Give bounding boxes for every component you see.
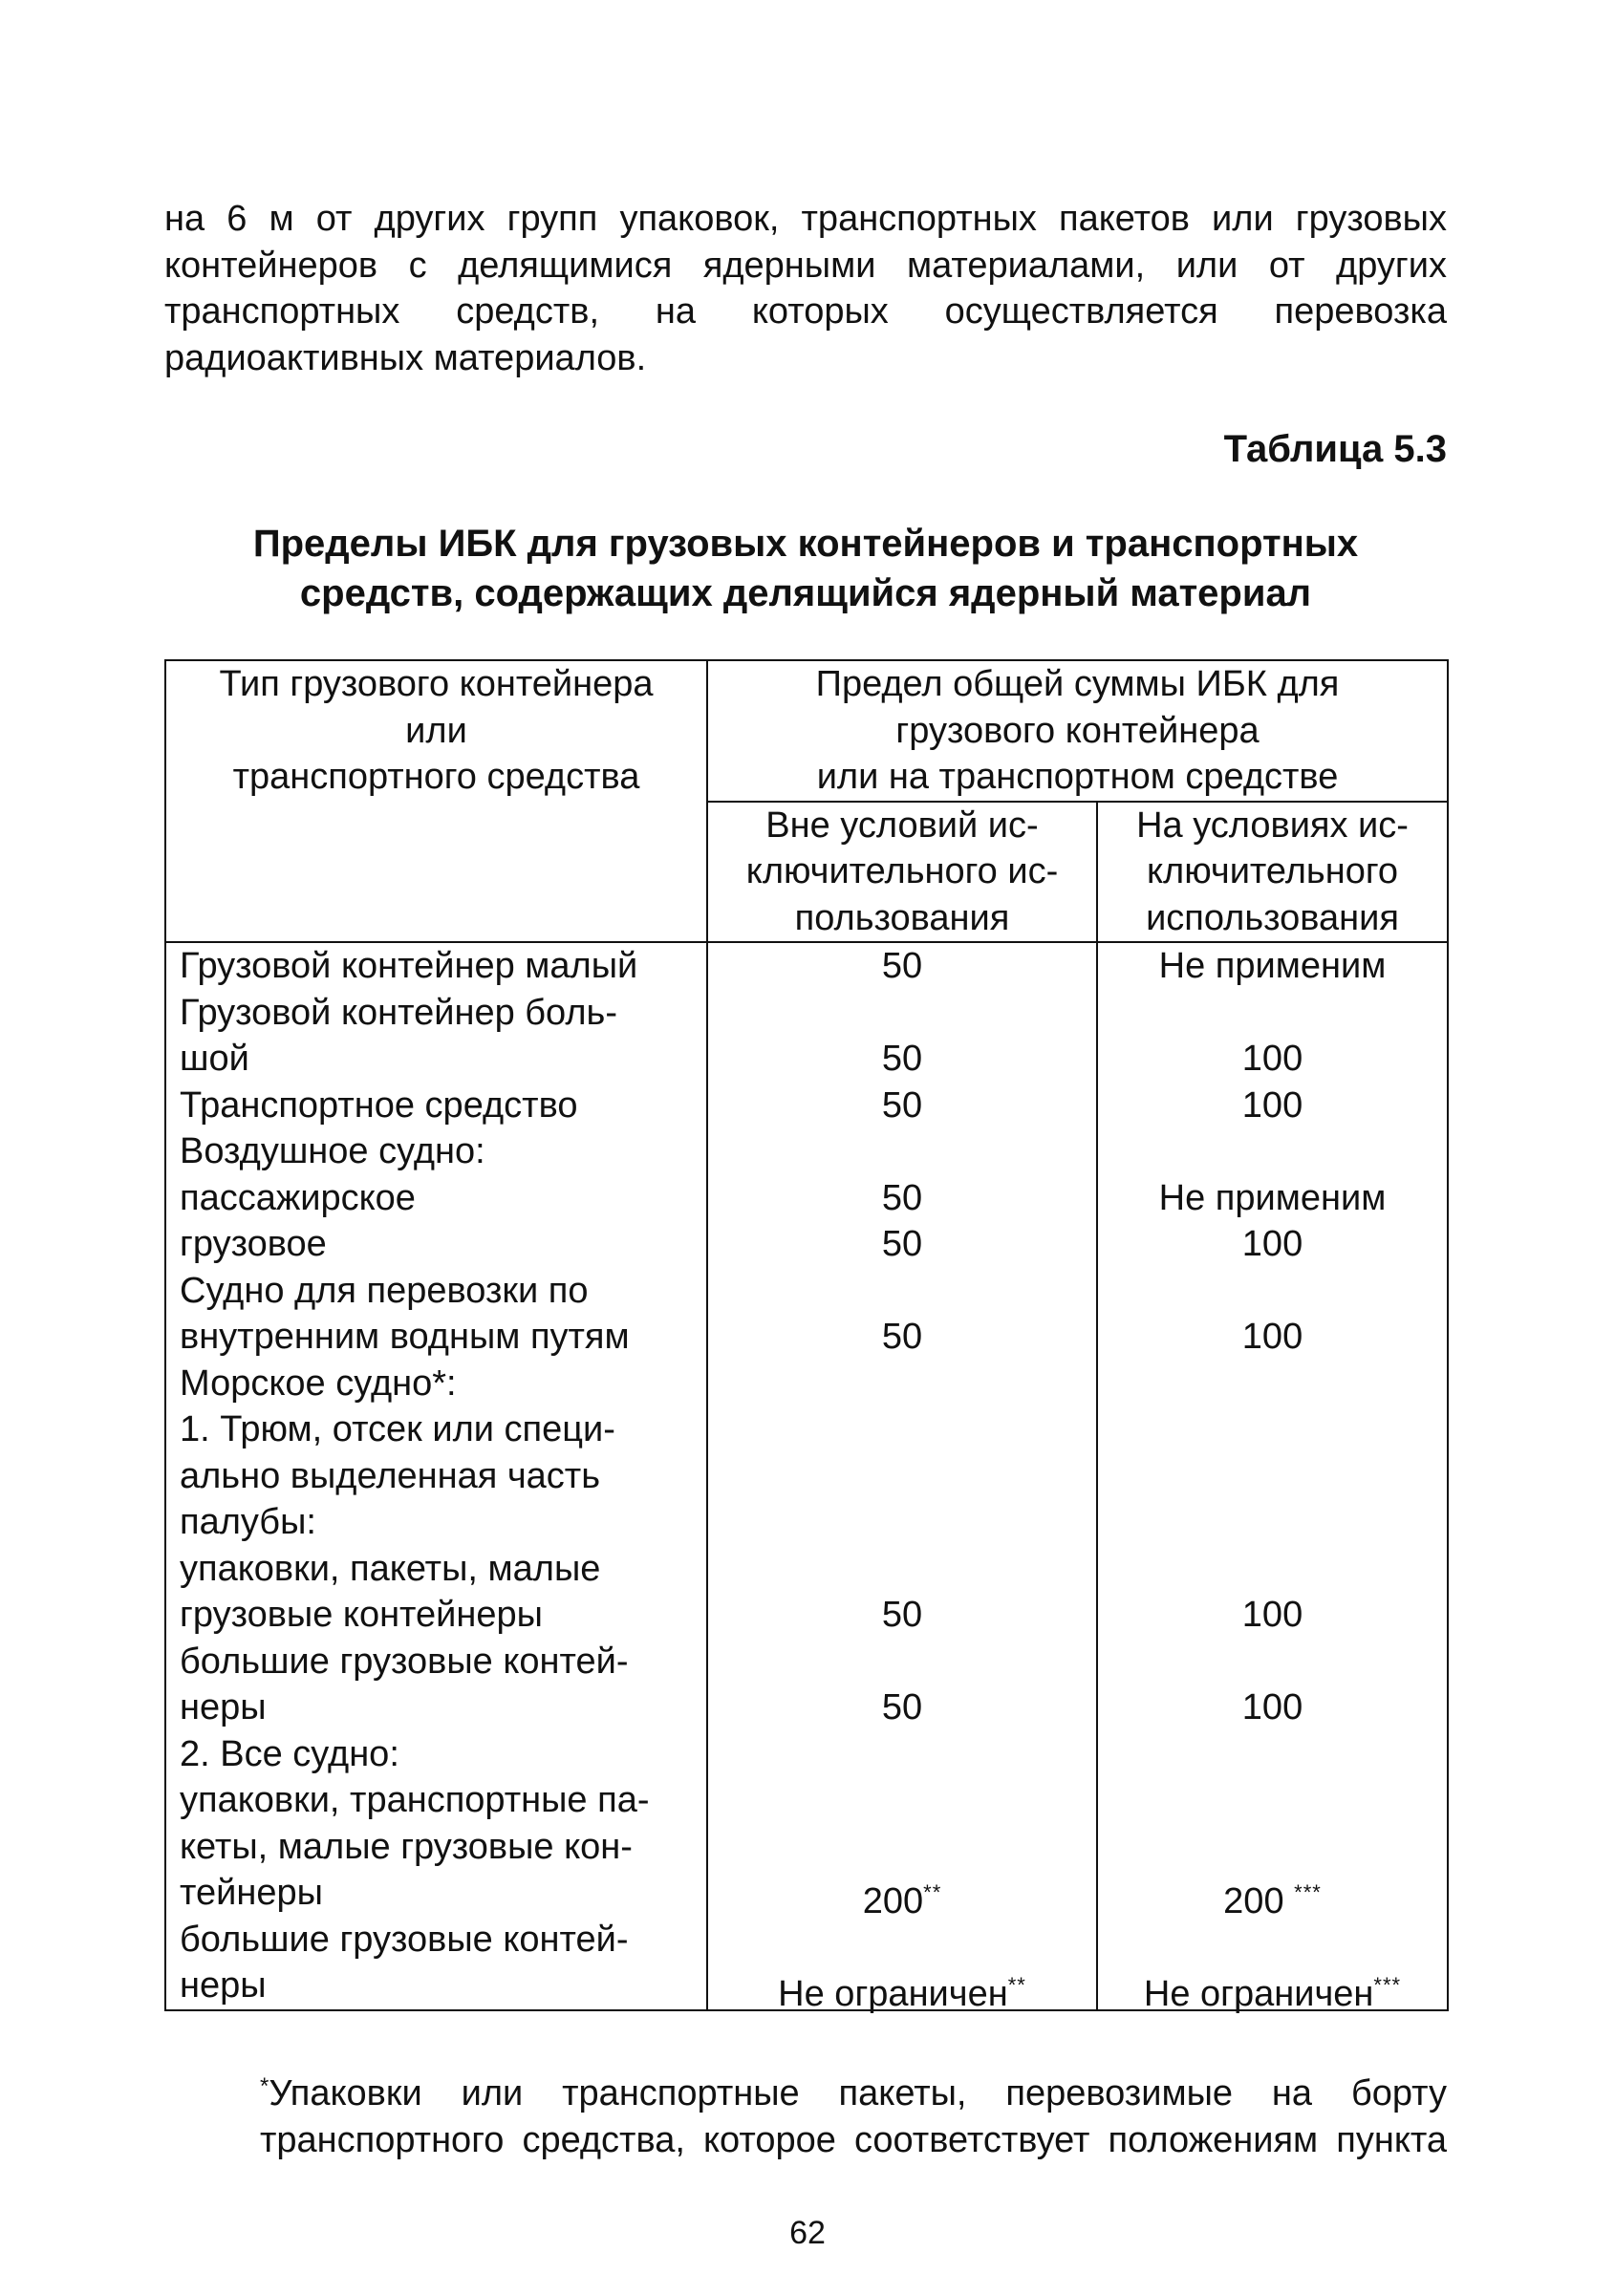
non-exclusive-value xyxy=(712,1546,1092,1593)
exclusive-value xyxy=(1102,1128,1443,1175)
exclusive-value xyxy=(1102,1824,1443,1871)
non-exclusive-value xyxy=(712,1639,1092,1685)
header-line: Предел общей суммы ИБК для xyxy=(815,664,1340,704)
non-exclusive-value xyxy=(712,990,1092,1037)
exclusive-value xyxy=(1102,1361,1443,1407)
header-limit-cell xyxy=(707,660,1448,802)
non-exclusive-value: 50 xyxy=(881,1317,923,1357)
intro-line: транспортных средств, на которых осуществляется перевозка xyxy=(164,291,1447,332)
intro-paragraph xyxy=(164,196,1447,381)
exclusive-value: 200 *** xyxy=(1223,1880,1322,1921)
exclusive-value: 100 xyxy=(1241,1224,1303,1264)
container-type-line: неры xyxy=(180,1687,267,1727)
exclusive-value: 100 xyxy=(1241,1317,1303,1357)
footnote-marker: * xyxy=(260,2073,269,2099)
container-type-line: грузовое xyxy=(180,1224,327,1264)
container-type-line: большие грузовые контей- xyxy=(180,1919,629,1960)
non-exclusive-value: 50 xyxy=(881,1177,923,1218)
footnote-paragraph xyxy=(164,2064,1447,2163)
container-type-line: Транспортное средство xyxy=(180,1084,578,1126)
container-type-line: Судно для перевозки по xyxy=(180,1270,589,1311)
header-line: использования xyxy=(1146,897,1399,938)
non-exclusive-value: 50 xyxy=(881,1687,923,1727)
exclusive-value xyxy=(1102,1546,1443,1593)
container-type-line: шой xyxy=(180,1039,249,1079)
non-exclusive-value: 50 xyxy=(881,1595,923,1635)
header-line: Вне условий ис- xyxy=(765,805,1039,846)
table-number-label: Таблица 5.3 xyxy=(1223,428,1447,470)
footnote-text: Упаковки или транспортные пакеты, перевозимые на борту xyxy=(269,2073,1447,2114)
non-exclusive-value: 50 xyxy=(881,1039,923,1079)
non-exclusive-value xyxy=(712,1917,1092,1963)
non-exclusive-value xyxy=(712,1777,1092,1824)
non-exclusive-limit-column xyxy=(707,942,1097,2014)
non-exclusive-value: 200** xyxy=(862,1880,942,1921)
exclusive-value xyxy=(1102,1499,1443,1546)
exclusive-value: Не применим xyxy=(1158,946,1387,986)
footnote-marker: *** xyxy=(1294,1880,1322,1904)
non-exclusive-value xyxy=(712,1499,1092,1546)
container-type-line: тейнеры xyxy=(180,1873,323,1913)
header-line: Тип грузового контейнера xyxy=(219,664,654,704)
intro-line: радиоактивных материалов. xyxy=(164,337,647,378)
caption-line: средств, содержащих делящийся ядерный материал xyxy=(299,572,1312,614)
header-line: или xyxy=(405,710,467,751)
container-type-line: пассажирское xyxy=(180,1177,416,1218)
exclusive-value xyxy=(1102,1453,1443,1500)
exclusive-value: 100 xyxy=(1241,1595,1303,1635)
container-type-column xyxy=(165,942,707,2010)
non-exclusive-value xyxy=(712,1731,1092,1778)
container-type-line: Воздушное судно: xyxy=(180,1131,485,1171)
footnote-marker: *** xyxy=(1373,1973,1402,1997)
exclusive-value xyxy=(1102,1777,1443,1824)
table-header-row xyxy=(165,660,1448,802)
table-caption xyxy=(164,519,1447,618)
non-exclusive-value xyxy=(712,1268,1092,1315)
container-type-line: Грузовой контейнер боль- xyxy=(180,992,617,1033)
non-exclusive-value xyxy=(712,1361,1092,1407)
non-exclusive-value: 50 xyxy=(881,946,923,986)
container-type-line: палубы: xyxy=(180,1502,316,1542)
container-type-line: кеты, малые грузовые кон- xyxy=(180,1826,633,1867)
non-exclusive-value xyxy=(712,1824,1092,1871)
non-exclusive-value xyxy=(712,1406,1092,1453)
subheader-non-exclusive xyxy=(707,802,1097,943)
footnote-line xyxy=(164,2064,1447,2117)
non-exclusive-value: 50 xyxy=(881,1224,923,1264)
exclusive-value: 100 xyxy=(1241,1039,1303,1079)
exclusive-value xyxy=(1102,990,1443,1037)
container-type-line: 1. Трюм, отсек или специ- xyxy=(180,1409,615,1449)
header-line: ключительного xyxy=(1147,851,1399,891)
header-line: На условиях ис- xyxy=(1136,805,1409,846)
exclusive-value xyxy=(1102,1917,1443,1963)
header-type-cell xyxy=(165,660,707,942)
container-type-line: упаковки, транспортные па- xyxy=(180,1780,650,1820)
table-body-row xyxy=(165,942,1448,2010)
non-exclusive-value xyxy=(712,1128,1092,1175)
container-type-line: грузовые контейнеры xyxy=(180,1595,543,1635)
non-exclusive-value xyxy=(712,1453,1092,1500)
intro-line: контейнеров с делящимися ядерными материалами, или от других xyxy=(164,245,1447,286)
container-type-line: Грузовой контейнер малый xyxy=(180,946,638,986)
header-line: или на транспортном средстве xyxy=(816,757,1339,797)
exclusive-value: 100 xyxy=(1241,1084,1303,1126)
non-exclusive-value: Не ограничен** xyxy=(778,1973,1026,2014)
intro-line: на 6 м от других групп упаковок, транспортных пакетов или грузовых xyxy=(164,199,1447,239)
footnote-marker: ** xyxy=(1007,1973,1026,1997)
container-type-line: неры xyxy=(180,1965,267,2006)
subheader-exclusive xyxy=(1097,802,1448,943)
header-line: пользования xyxy=(794,897,1010,938)
container-type-line: внутренним водным путям xyxy=(180,1317,630,1357)
header-line: ключительного ис- xyxy=(745,851,1059,891)
container-type-line: большие грузовые контей- xyxy=(180,1641,629,1682)
container-type-line: Морское судно*: xyxy=(180,1363,457,1404)
exclusive-value: Не ограничен*** xyxy=(1143,1973,1402,2014)
container-type-line: упаковки, пакеты, малые xyxy=(180,1548,601,1589)
header-line: грузового контейнера xyxy=(895,710,1260,751)
exclusive-limit-column xyxy=(1097,942,1448,2014)
non-exclusive-value: 50 xyxy=(881,1084,923,1126)
csi-limits-table xyxy=(164,659,1449,2014)
container-type-line: ально выделенная часть xyxy=(180,1455,601,1496)
caption-line: Пределы ИБК для грузовых контейнеров и транспортных xyxy=(252,523,1359,565)
header-line: транспортного средства xyxy=(232,757,640,797)
exclusive-value: 100 xyxy=(1241,1687,1303,1727)
footnote-line: транспортного средства, которое соответствует положениям пункта xyxy=(260,2119,1447,2160)
footnote-marker: ** xyxy=(923,1880,942,1904)
page-number: 62 xyxy=(789,2215,826,2251)
exclusive-value xyxy=(1102,1639,1443,1685)
exclusive-value xyxy=(1102,1731,1443,1778)
exclusive-value: Не применим xyxy=(1158,1177,1387,1218)
exclusive-value xyxy=(1102,1268,1443,1315)
container-type-line: 2. Все судно: xyxy=(180,1733,399,1774)
exclusive-value xyxy=(1102,1406,1443,1453)
